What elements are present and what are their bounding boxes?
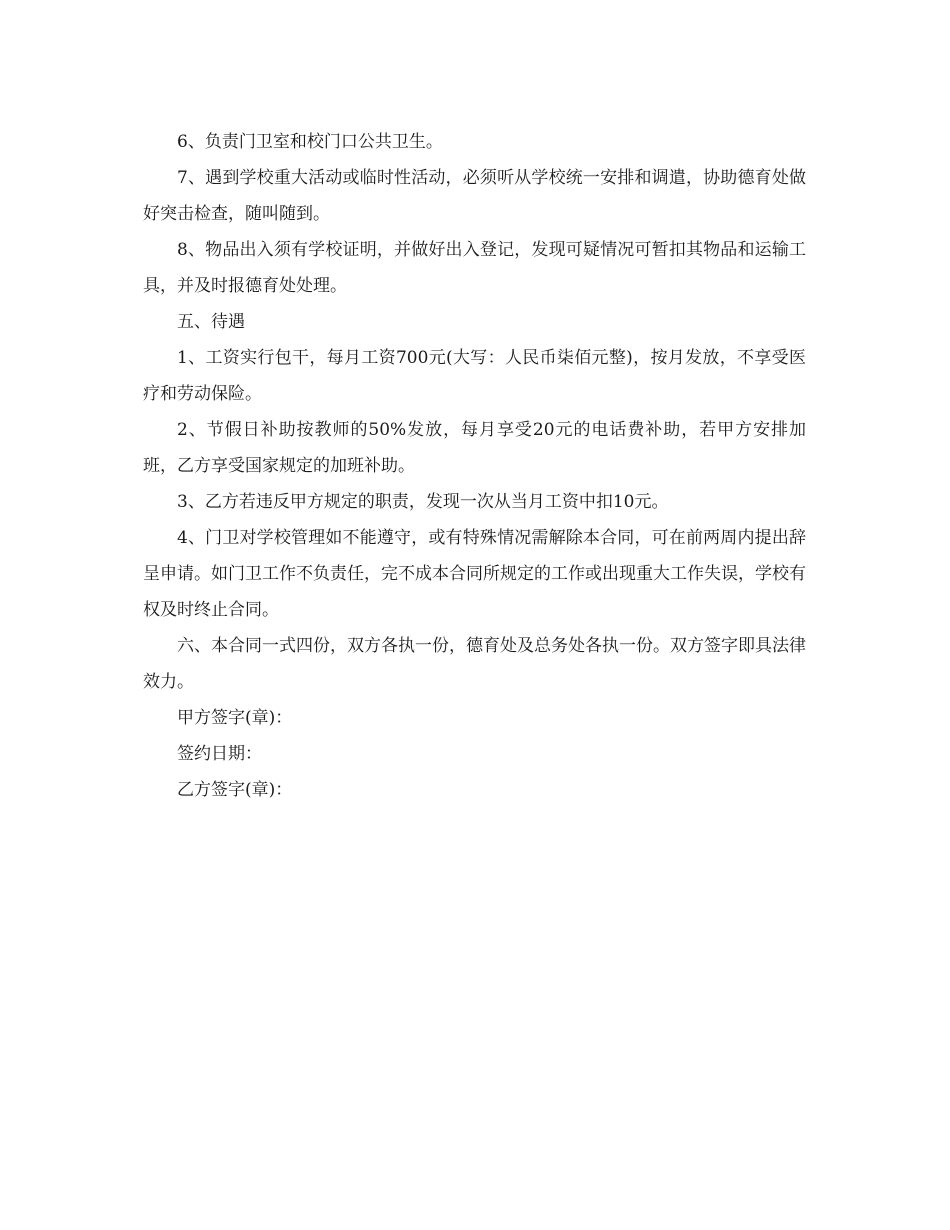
clause-7-duty: 7、遇到学校重大活动或临时性活动，必须听从学校统一安排和调遣，协助德育处做好突击检查，随叫随到。 <box>143 168 806 224</box>
benefit-4-termination: 4、门卫对学校管理如不能遵守，或有特殊情况需解除本合同，可在前两周内提出辞呈申请。如门卫工作不负责任，完不成本合同所规定的工作或出现重大工作失误，学校有权及时终止合同。 <box>143 528 806 620</box>
benefit-2-holiday-allowance: 2、节假日补助按教师的50%发放，每月享受20元的电话费补助，若甲方安排加班，乙方享受国家规定的加班补助。 <box>143 420 806 476</box>
party-a-signature-line: 甲方签字(章)： <box>177 708 293 728</box>
clause-6-duty: 6、负责门卫室和校门口公共卫生。 <box>177 132 443 152</box>
benefit-3-penalty: 3、乙方若违反甲方规定的职责，发现一次从当月工资中扣10元。 <box>177 492 669 512</box>
clause-8-duty: 8、物品出入须有学校证明，并做好出入登记，发现可疑情况可暂扣其物品和运输工具，并及时报德育处处理。 <box>143 240 806 296</box>
section-heading-benefits: 五、待遇 <box>177 312 245 332</box>
signing-date-line: 签约日期： <box>177 744 262 764</box>
party-b-signature-line: 乙方签字(章)： <box>177 780 293 800</box>
benefit-1-salary: 1、工资实行包干，每月工资700元(大写：人民币柒佰元整)，按月发放，不享受医疗和劳动保险。 <box>143 348 806 404</box>
document-body <box>143 124 806 808</box>
section-six-copies: 六、本合同一式四份，双方各执一份，德育处及总务处各执一份。双方签字即具法律效力。 <box>143 636 806 692</box>
